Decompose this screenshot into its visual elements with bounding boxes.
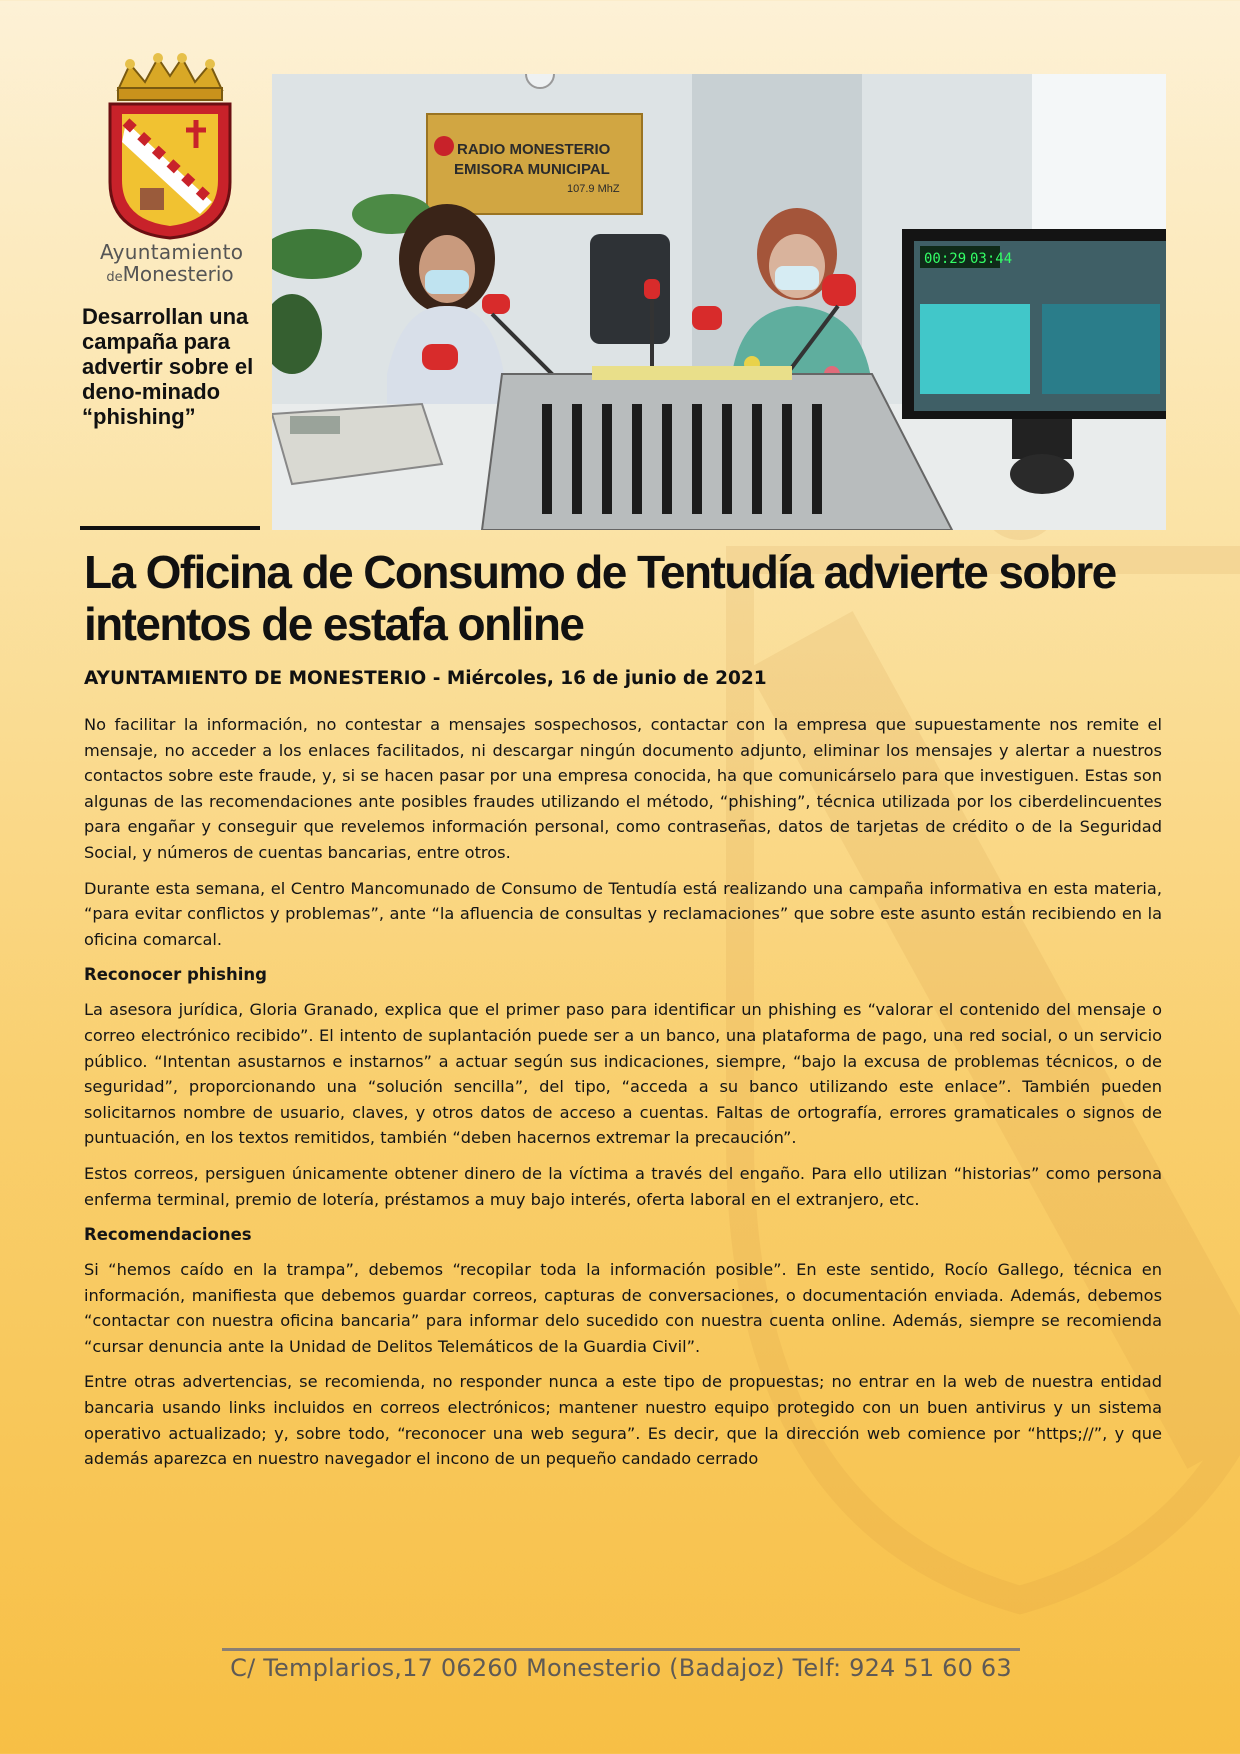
section-heading: Reconocer phishing [84, 965, 267, 985]
screen-time-2: 03:44 [970, 251, 1013, 267]
paragraph: Entre otras advertencias, se recomienda, no responder nunca a este tipo de propuestas; no entrar en la web de nuestra entidad bancaria usando links incluidos en correos electrónicos; mantener nuestro equipo protegido con un buen antivirus y un sistema operativo actualizado; y, sobre todo, “reconocer una web segura”. Es decir, que la dirección web comience por “https;//”, y que además aparezca en nuestro navegador el incono de un pequeño candado cerrado [84, 1372, 1162, 1469]
paragraph: La asesora jurídica, Gloria Granado, explica que el primer paso para identificar un phishing es “valorar el contenido del mensaje o correo electrónico recibido”. El intento de suplantación puede ser a un banco, una plataforma de pago, una red social, o un servicio público. “Intentan asustarnos e instarnos” a actuar según sus indicaciones, siempre, “bajo la excusa de problemas técnicos, o de seguridad”, proporcionando una “solución sencilla”, del tipo, “acceda a su banco utilizando este enlace”. También pueden solicitarnos nombre de usuario, claves, y otros datos de acceso a cuentas. Faltas de ortografía, errores gramaticales o signos de puntuación, en los textos remitidos, también “deben hacernos extremar la precaución”. [84, 1000, 1162, 1148]
article-byline: AYUNTAMIENTO DE MONESTERIO - Miércoles, 16 de junio de 2021 [84, 668, 767, 689]
section-heading: Recomendaciones [84, 1225, 252, 1245]
municipal-logo [100, 52, 244, 286]
sign-line-3: 107.9 MhZ [567, 183, 620, 195]
footer-address: C/ Templarios,17 06260 Monesterio (Badajoz) Telf: 924 51 60 63 [230, 1654, 1012, 1682]
logo-line-2-prefix: de [106, 270, 123, 285]
sign-line-1: RADIO MONESTERIO [457, 141, 611, 158]
paragraph: Estos correos, persiguen únicamente obtener dinero de la víctima a través del engaño. Para ello utilizan “historias” como persona enferma terminal, premio de lotería, préstamos a muy bajo interés, oferta laboral en el extranjero, etc. [84, 1163, 1162, 1209]
paragraph: Durante esta semana, el Centro Mancomunado de Consumo de Tentudía está realizando una campaña informativa en esta materia, “para evitar conflictos y problemas”, ante “la afluencia de consultas y reclamaciones” que sobre este asunto están recibiendo en la oficina comarcal. [84, 878, 1162, 949]
sign-line-2: EMISORA MUNICIPAL [454, 161, 610, 178]
kicker-text: Desarrollan una campaña para advertir sobre el deno-minado “phishing” [82, 304, 254, 429]
article-headline: La Oficina de Consumo de Tentudía advierte sobre intentos de estafa online [84, 546, 1116, 650]
kicker-divider [80, 526, 260, 530]
screen-time-1: 00:29 [924, 251, 967, 267]
footer-divider [222, 1648, 1020, 1651]
logo-line-1: Ayuntamiento [100, 240, 244, 264]
article-body [84, 712, 1162, 1482]
logo-line-2: Monesterio [122, 262, 234, 286]
coat-of-arms-icon [100, 52, 240, 242]
paragraph: No facilitar la información, no contestar a mensajes sospechosos, contactar con la empresa que supuestamente nos remite el mensaje, no acceder a los enlaces facilitados, ni descargar ningún documento adjunto, eliminar los mensajes y alertar a nuestros contactos sobre este fraude, y, si se hacen pasar por una empresa conocida, ha que comunicárselo para que investiguen. Estas son algunas de las recomendaciones ante posibles fraudes utilizando el método, “phishing”, técnica utilizada por los ciberdelincuentes para engañar y conseguir que revelemos información personal, como contraseñas, datos de tarjetas de crédito o de la Seguridad Social, y números de cuentas bancarias, entre otros. [84, 715, 1162, 862]
radio-studio-photo [272, 74, 1166, 530]
paragraph: Si “hemos caído en la trampa”, debemos “recopilar toda la información posible”. En este sentido, Rocío Gallego, técnica en información, manifiesta que debemos guardar correos, capturas de conversaciones, o documentación enviada. Además, debemos “contactar con nuestra oficina bancaria” para informar delo sucedido con nuestra cuenta online. Además, siempre se recomienda “cursar denuncia ante la Unidad de Delitos Telemáticos de la Guardia Civil”. [84, 1260, 1162, 1356]
